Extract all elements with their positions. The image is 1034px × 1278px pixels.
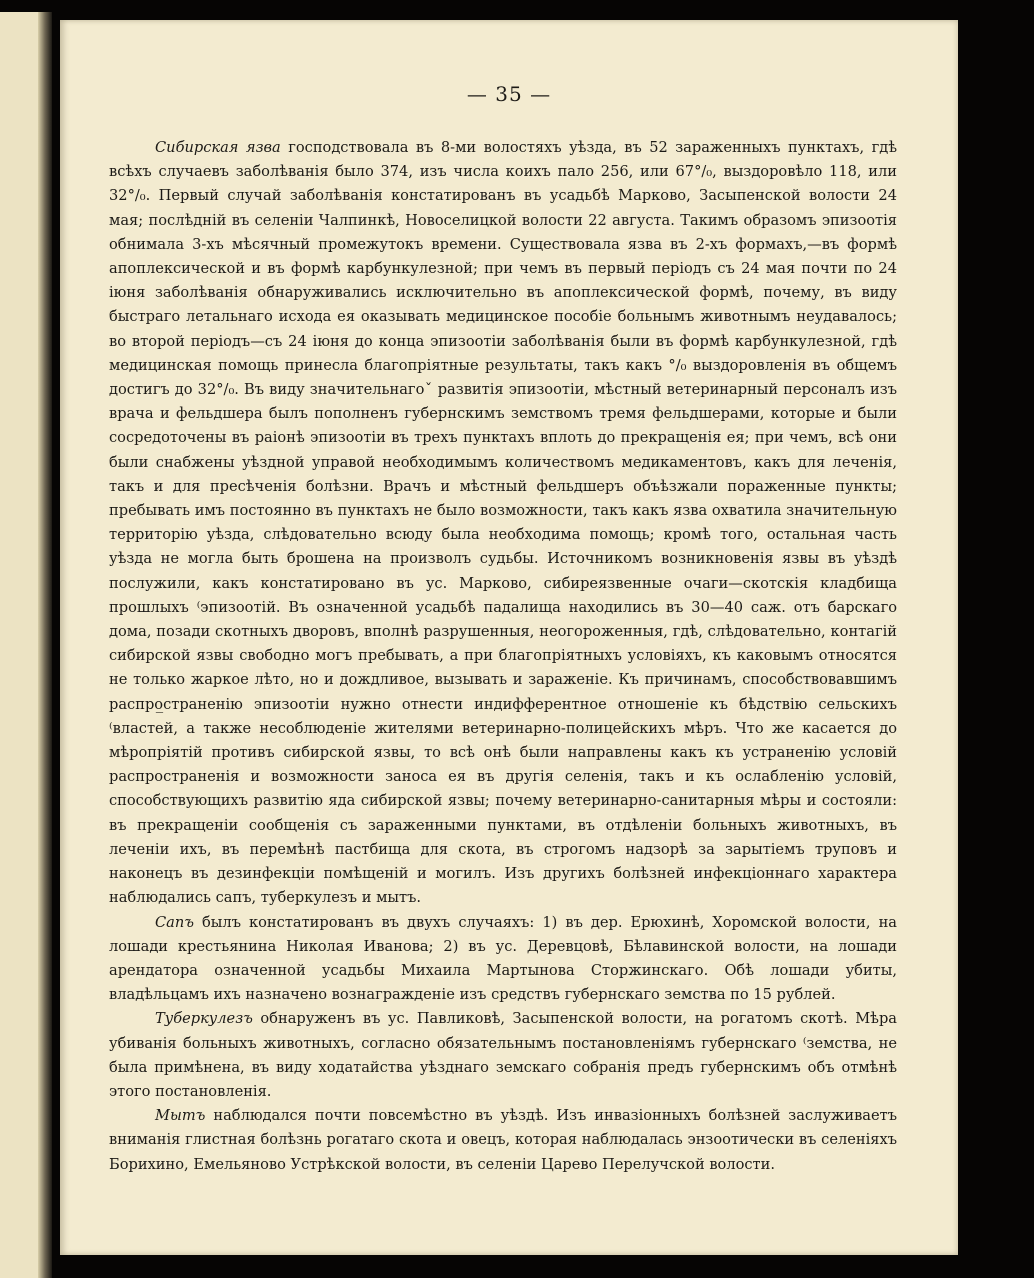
- paragraph-text: обнаруженъ въ ус. Павликовѣ, Засыпенской волости, на рогатомъ скотѣ. Мѣра убиванія больныхъ животныхъ, согласно обязательнымъ постановленіямъ губернскаго ⁽земства, не была примѣнена, въ виду ходатайства уѣзднаго земскаго собранія предъ губернскимъ объ отмѣнѣ этого постановленія.: [109, 1010, 897, 1100]
- paragraph-text: былъ констатированъ въ двухъ случаяхъ: 1) въ дер. Ерюхинѣ, Хоромской волости, на лошади крестьянина Николая Иванова; 2) въ ус. Деревцовѣ, Бѣлавинской волости, на лошади арендатора означенной усадьбы Михаила Мартынова Сторжинскаго. Обѣ лошади убиты, владѣльцамъ ихъ назначено вознагражденіе изъ средствъ губернскаго земства по 15 рублей.: [109, 913, 897, 1004]
- page-number: — 35 —: [466, 82, 552, 106]
- paragraph-glanders: [109, 911, 897, 1008]
- paragraph-lead: Сапъ: [155, 913, 194, 931]
- paragraph-tuberculosis: [109, 1007, 897, 1104]
- book-gutter: [38, 12, 52, 1278]
- paragraph-text: господствовала въ 8-ми волостяхъ уѣзда, въ 52 зараженныхъ пунктахъ, гдѣ всѣхъ случаевъ заболѣванія было 374, изъ числа коихъ пало 256, или 67°/₀, выздоровѣло 118, или 32°/₀. Первый случай заболѣванія констатированъ въ усадьбѣ Марково, Засыпенской волости 24 мая; послѣдній въ селеніи Чалпинкѣ, Новоселицкой волости 22 августа. Такимъ образомъ эпизоотія обнимала 3-хъ мѣсячный промежутокъ времени. Существовала язва въ 2-хъ формахъ,—въ формѣ апоплексической и въ формѣ карбункулезной; при чемъ въ первый періодъ съ 24 мая почти по 24 іюня заболѣванія обнаруживались исключительно въ апоплексической формѣ, почему, въ виду быстраго летальнаго исхода ея оказывать медицинское пособіе больнымъ животнымъ неудавалось; во второй періодъ—съ 24 іюня до конца эпизоотіи заболѣванія были въ формѣ карбункулезной, гдѣ медицинская помощь принесла благопріятные результаты, такъ какъ °/₀ выздоровленія въ общемъ достигъ до 32°/₀. Въ виду значительнагоˇ развитія эпизоотіи, мѣстный ветеринарный персоналъ изъ врача и фельдшера былъ пополненъ губернскимъ земствомъ тремя фельдшерами, которые и были сосредоточены въ раіонѣ эпизоотіи въ трехъ пунктахъ вплоть до прекращенія ея; при чемъ, всѣ они были снабжены уѣздной управой необходимымъ количествомъ медикаментовъ, какъ для леченія, такъ и для пресѣченія болѣзни. Врачъ и мѣстный фельдшеръ объѣзжали пораженные пункты; пребывать имъ постоянно въ пунктахъ не было возможности, такъ какъ язва охватила значительную территорію уѣзда, слѣдовательно всюду была необходима помощь; кромѣ того, остальная часть уѣзда не могла быть брошена на произволъ судьбы. Источникомъ возникновенія язвы въ уѣздѣ послужили, какъ констатировано въ ус. Марково, сибиреязвенные очаги—скотскія кладбища прошлыхъ ⁽эпизоотій. Въ означенной усадьбѣ падалища находились въ 30—40 саж. отъ барскаго дома, позади скотныхъ дворовъ, вполнѣ разрушенныя, неогороженныя, гдѣ, слѣдовательно, контагій сибирской язвы свободно могъ пребывать, а при благопріятныхъ условіяхъ, къ каковымъ относятся не только жаркое лѣто, но и дождливое, вызывать и зараженіе. Къ причинамъ, способствовавшимъ распро̲страненію эпизоотіи нужно отнести индифферентное отношеніе къ бѣдствію сельскихъ ⁽властей, а также несоблюденіе жителями ветеринарно-полицейскихъ мѣръ. Что же касается до мѣропріятій противъ сибирской язвы, то всѣ онѣ были направлены какъ къ устраненію условій распространенія и возможности заноса ея въ другія селенія, такъ и къ ослабленію условій, способствующихъ развитію яда сибирской язвы; почему ветеринарно-санитарныя мѣры и состояли: въ прекращеніи сообщенія съ зараженными пунктами, въ отдѣленіи больныхъ животныхъ, въ леченіи ихъ, въ перемѣнѣ пастбища для скота, въ строгомъ надзорѣ за зарытіемъ труповъ и наконецъ въ дезинфекціи помѣщеній и могилъ. Изъ другихъ болѣзней инфекціоннаго характера наблюдались сапъ, туберкулезъ и мытъ.: [109, 139, 898, 907]
- page-body: [109, 136, 897, 1177]
- paragraph-lead: Мытъ: [155, 1107, 206, 1125]
- paragraph-text: наблюдался почти повсемѣстно въ уѣздѣ. Изъ инвазіонныхъ болѣзней заслуживаетъ вниманія глистная болѣзнь рогатаго скота и овецъ, которая наблюдалась энзоотически въ селеніяхъ Борихино, Емельяново Устрѣкской волости, въ селеніи Царево Перелучской волости.: [109, 1107, 897, 1173]
- page: [60, 20, 958, 1255]
- paragraph-strangles: [109, 1104, 897, 1177]
- paragraph-lead: Сибирская язва: [155, 139, 281, 156]
- paragraph-siberian-ulcer: [109, 136, 897, 911]
- paragraph-lead: Туберкулезъ: [155, 1010, 253, 1028]
